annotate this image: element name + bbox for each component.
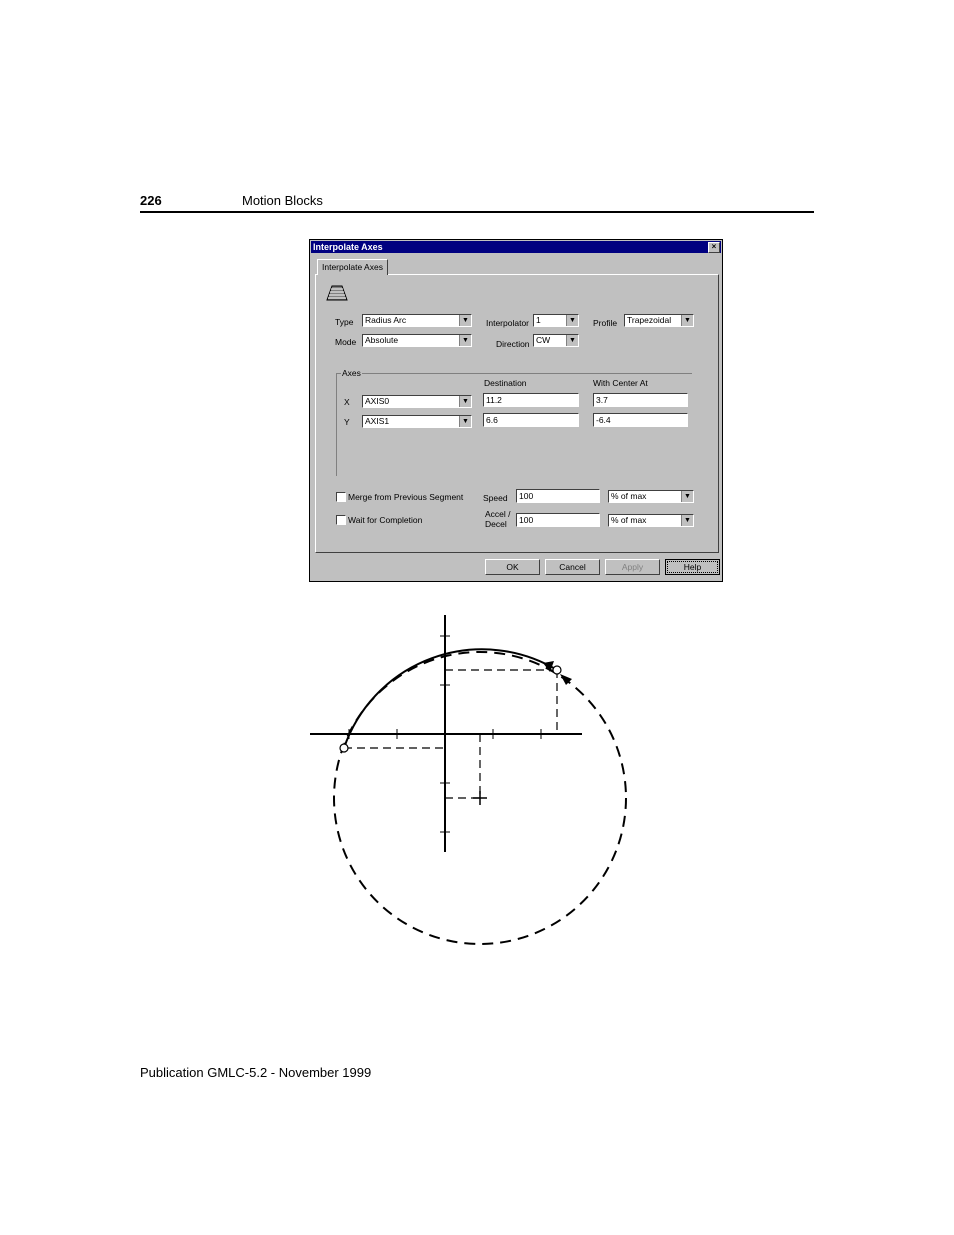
help-button[interactable]: Help (665, 559, 720, 575)
interpolator-select[interactable] (533, 314, 579, 327)
x-center-field[interactable]: 3.7 (593, 393, 688, 407)
destination-header: Destination (484, 378, 527, 388)
center-header: With Center At (593, 378, 648, 388)
mode-select[interactable] (362, 334, 472, 347)
accel-units-value: % of max (611, 515, 647, 525)
direction-value: CW (536, 335, 551, 345)
axis-x-label: X (344, 397, 350, 407)
merge-label: Merge from Previous Segment (348, 492, 464, 502)
chevron-down-icon: ▼ (459, 335, 471, 346)
wait-label: Wait for Completion (348, 515, 423, 525)
speed-units-select[interactable] (608, 490, 694, 503)
chevron-down-icon: ▼ (681, 315, 693, 326)
accel-units-select[interactable] (608, 514, 694, 527)
chevron-down-icon: ▼ (566, 315, 578, 326)
circle-arrow-icon (560, 674, 572, 685)
axis-x-select[interactable] (362, 395, 472, 408)
type-label: Type (335, 317, 354, 327)
accel-label-2: Decel (485, 519, 507, 529)
interpolator-label: Interpolator (486, 318, 529, 328)
type-select[interactable] (362, 314, 472, 327)
chevron-down-icon: ▼ (459, 315, 471, 326)
mode-value: Absolute (365, 335, 399, 345)
apply-button[interactable]: Apply (605, 559, 660, 575)
merge-checkbox[interactable] (336, 492, 346, 502)
dialog-title: Interpolate Axes (313, 242, 383, 252)
chevron-down-icon: ▼ (566, 335, 578, 346)
y-destination-field[interactable]: 6.6 (483, 413, 579, 427)
direction-select[interactable] (533, 334, 579, 347)
ok-button[interactable]: OK (485, 559, 540, 575)
interpolator-value: 1 (536, 315, 541, 325)
x-destination-field[interactable]: 11.2 (483, 393, 579, 407)
accel-field[interactable]: 100 (516, 513, 600, 527)
profile-value: Trapezoidal (627, 315, 672, 325)
chevron-down-icon: ▼ (681, 515, 693, 526)
speed-field[interactable]: 100 (516, 489, 600, 503)
accel-label-1: Accel / (485, 509, 511, 519)
type-value: Radius Arc (365, 315, 407, 325)
direction-label: Direction (496, 339, 530, 349)
center-marker (473, 791, 487, 805)
axis-y-select[interactable] (362, 415, 472, 428)
interpolate-block-icon (326, 283, 348, 301)
end-point (553, 666, 561, 674)
axis-y-value: AXIS1 (365, 416, 390, 426)
chevron-down-icon: ▼ (459, 396, 471, 407)
page-number: 226 (140, 193, 162, 208)
mode-label: Mode (335, 337, 357, 347)
profile-label: Profile (593, 318, 618, 328)
profile-select[interactable] (624, 314, 694, 327)
cancel-button[interactable]: Cancel (545, 559, 600, 575)
interpolate-axes-dialog (309, 239, 723, 582)
arc-diagram (300, 605, 640, 950)
section-title: Motion Blocks (242, 193, 323, 208)
start-point (340, 744, 348, 752)
tab-interpolate-axes[interactable]: Interpolate Axes (317, 259, 388, 275)
axis-x-value: AXIS0 (365, 396, 390, 406)
publication-footer: Publication GMLC-5.2 - November 1999 (140, 1065, 372, 1080)
axes-group-label: Axes (342, 368, 361, 378)
wait-checkbox[interactable] (336, 515, 346, 525)
axis-y-label: Y (344, 417, 350, 427)
chevron-down-icon: ▼ (681, 491, 693, 502)
header-rule (140, 211, 814, 213)
close-button[interactable] (708, 242, 720, 253)
speed-label: Speed (483, 493, 508, 503)
chevron-down-icon: ▼ (459, 416, 471, 427)
speed-units-value: % of max (611, 491, 647, 501)
y-center-field[interactable]: -6.4 (593, 413, 688, 427)
close-icon: × (711, 242, 717, 251)
dialog-titlebar (311, 241, 721, 253)
